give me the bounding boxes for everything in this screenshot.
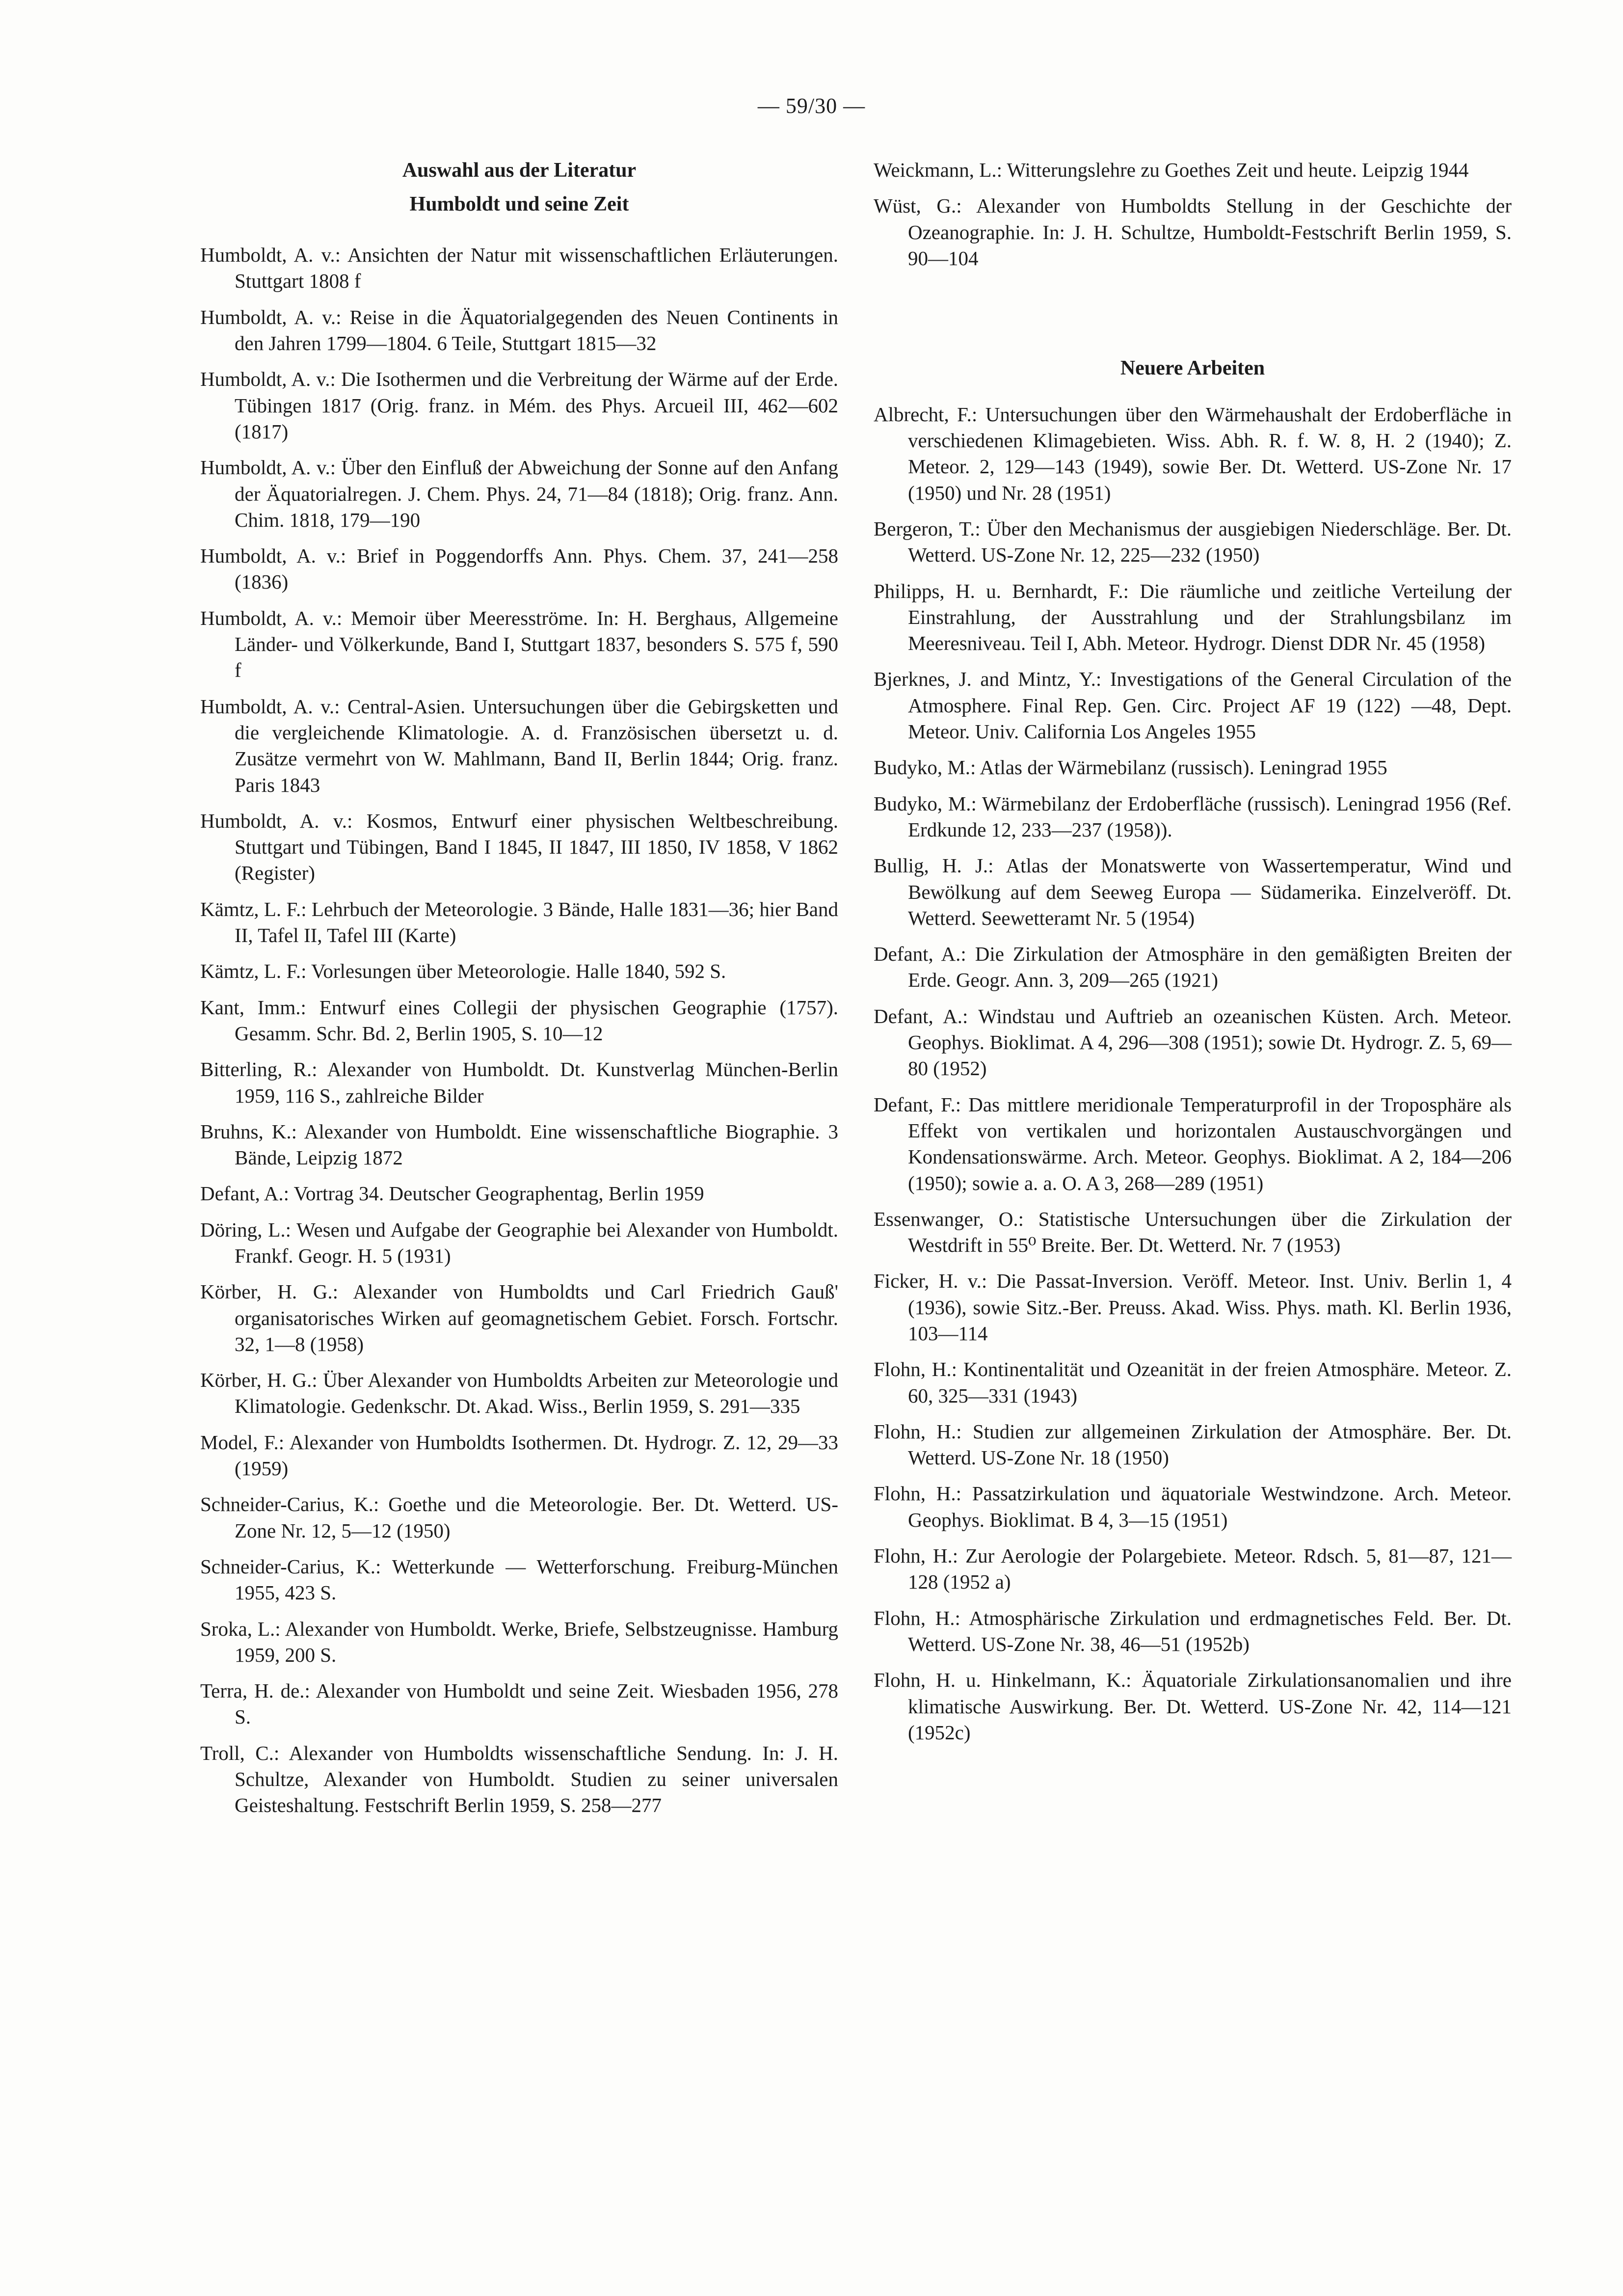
- left-column: [200, 157, 838, 1829]
- bibliography-entry: Sroka, L.: Alexander von Humboldt. Werke, Briefe, Selbstzeugnisse. Hamburg 1959, 200 S.: [200, 1617, 838, 1666]
- left-entry-list: [200, 242, 838, 1818]
- bibliography-entry: Flohn, H.: Kontinentalität und Ozeanität in der freien Atmosphäre. Meteor. Z. 60, 325—331 (1943): [874, 1358, 1512, 1407]
- bibliography-entry: Defant, A.: Die Zirkulation der Atmosphäre in den gemäßigten Breiten der Erde. Geogr. Ann. 3, 209—265 (1921): [874, 943, 1512, 992]
- bibliography-entry: Humboldt, A. v.: Central-Asien. Untersuchungen über die Gebirgsketten und die vergleichende Klimatologie. A. d. Französischen übersetzt u. d. Zusätze vermehrt von W. Mahlmann, Band II, Berlin 1844; Orig. franz. Paris 1843: [200, 695, 838, 796]
- bibliography-entry: Bergeron, T.: Über den Mechanismus der ausgiebigen Niederschläge. Ber. Dt. Wetterd. US-Zone Nr. 12, 225—232 (1950): [874, 517, 1512, 567]
- right-entry-list-top: [874, 157, 1512, 271]
- bibliography-entry: Körber, H. G.: Über Alexander von Humboldts Arbeiten zur Meteorologie und Klimatologie. Gedenkschr. Dt. Akad. Wiss., Berlin 1959, S. 291—335: [200, 1369, 838, 1418]
- bibliography-entry: Kämtz, L. F.: Vorlesungen über Meteorologie. Halle 1840, 592 S.: [200, 960, 726, 983]
- bibliography-entry: Döring, L.: Wesen und Aufgabe der Geographie bei Alexander von Humboldt. Frankf. Geogr. H. 5 (1931): [200, 1218, 838, 1267]
- page-number: — 59/30 —: [757, 94, 866, 118]
- bibliography-entry: Defant, A.: Windstau und Auftrieb an ozeanischen Küsten. Arch. Meteor. Geophys. Bioklimat. A 4, 296—308 (1951); sowie Dt. Hydrogr. Z. 5, 69—80 (1952): [874, 1004, 1512, 1080]
- bibliography-entry: Terra, H. de.: Alexander von Humboldt und seine Zeit. Wiesbaden 1956, 278 S.: [200, 1679, 838, 1729]
- bibliography-entry: Schneider-Carius, K.: Goethe und die Meteorologie. Ber. Dt. Wetterd. US-Zone Nr. 12, 5—12 (1950): [200, 1493, 838, 1542]
- bibliography-entry: Budyko, M.: Atlas der Wärmebilanz (russisch). Leningrad 1955: [874, 756, 1387, 779]
- bibliography-entry: Bjerknes, J. and Mintz, Y.: Investigations of the General Circulation of the Atmosphere. Final Rep. Gen. Circ. Project AF 19 (122) —48, Dept. Meteor. Univ. California Los Angeles 1955: [874, 668, 1512, 743]
- bibliography-heading: Auswahl aus der Literatur: [402, 159, 637, 182]
- bibliography-entry: Humboldt, A. v.: Brief in Poggendorffs Ann. Phys. Chem. 37, 241—258 (1836): [200, 544, 838, 594]
- bibliography-entry: Defant, A.: Vortrag 34. Deutscher Geographentag, Berlin 1959: [200, 1182, 704, 1205]
- bibliography-entry: Humboldt, A. v.: Kosmos, Entwurf einer physischen Weltbeschreibung. Stuttgart und Tübingen, Band I 1845, II 1847, III 1850, IV 1858, V 1862 (Register): [200, 809, 838, 885]
- bibliography-entry: Flohn, H.: Passatzirkulation und äquatoriale Westwindzone. Arch. Meteor. Geophys. Bioklimat. B 4, 3—15 (1951): [874, 1482, 1512, 1531]
- bibliography-entry: Bitterling, R.: Alexander von Humboldt. Dt. Kunstverlag München-Berlin 1959, 116 S., zahlreiche Bilder: [200, 1058, 838, 1107]
- bibliography-entry: Defant, F.: Das mittlere meridionale Temperaturprofil in der Troposphäre als Effekt von vertikalen und horizontalen Austauschvorgängen und Kondensationswärme. Arch. Meteor. Geophys. Bioklimat. A 2, 184—206 (1950); sowie a. a. O. A 3, 268—289 (1951): [874, 1093, 1512, 1194]
- bibliography-entry: Weickmann, L.: Witterungslehre zu Goethes Zeit und heute. Leipzig 1944: [874, 159, 1469, 181]
- bibliography-entry: Humboldt, A. v.: Die Isothermen und die Verbreitung der Wärme auf der Erde. Tübingen 1817 (Orig. franz. in Mém. des Phys. Arcueil III, 462—602 (1817): [200, 368, 838, 443]
- bibliography-entry: Bruhns, K.: Alexander von Humboldt. Eine wissenschaftliche Biographie. 3 Bände, Leipzig 1872: [200, 1120, 838, 1169]
- bibliography-entry: Flohn, H.: Zur Aerologie der Polargebiete. Meteor. Rdsch. 5, 81—87, 121—128 (1952 a): [874, 1544, 1512, 1594]
- bibliography-entry: Model, F.: Alexander von Humboldts Isothermen. Dt. Hydrogr. Z. 12, 29—33 (1959): [200, 1431, 838, 1480]
- bibliography-entry: Bullig, H. J.: Atlas der Monatswerte von Wassertemperatur, Wind und Bewölkung auf dem Seeweg Europa — Südamerika. Einzelveröff. Dt. Wetterd. Seewetteramt Nr. 5 (1954): [874, 854, 1512, 929]
- bibliography-entry: Humboldt, A. v.: Memoir über Meeresströme. In: H. Berghaus, Allgemeine Länder- und Völkerkunde, Band I, Stuttgart 1837, besonders S. 575 f, 590 f: [200, 606, 838, 682]
- bibliography-entry: Humboldt, A. v.: Ansichten der Natur mit wissenschaftlichen Erläuterungen. Stuttgart 1808 f: [200, 243, 838, 293]
- bibliography-entry: Troll, C.: Alexander von Humboldts wissenschaftliche Sendung. In: J. H. Schultze, Alexander von Humboldt. Studien zu seiner universalen Geisteshaltung. Festschrift Berlin 1959, S. 258—277: [200, 1741, 838, 1817]
- bibliography-entry: Humboldt, A. v.: Über den Einfluß der Abweichung der Sonne auf den Anfang der Äquatorialregen. J. Chem. Phys. 24, 71—84 (1818); Orig. franz. Ann. Chim. 1818, 179—190: [200, 456, 838, 531]
- bibliography-entry: Budyko, M.: Wärmebilanz der Erdoberfläche (russisch). Leningrad 1956 (Ref. Erdkunde 12, 233—237 (1958)).: [874, 792, 1512, 841]
- bibliography-entry: Kämtz, L. F.: Lehrbuch der Meteorologie. 3 Bände, Halle 1831—36; hier Band II, Tafel II, Tafel III (Karte): [200, 897, 838, 947]
- bibliography-entry: Körber, H. G.: Alexander von Humboldts und Carl Friedrich Gauß' organisatorisches Wirken auf geomagnetischem Gebiet. Forsch. Fortschr. 32, 1—8 (1958): [200, 1280, 838, 1355]
- bibliography-entry: Ficker, H. v.: Die Passat-Inversion. Veröff. Meteor. Inst. Univ. Berlin 1, 4 (1936), sowie Sitz.-Ber. Preuss. Akad. Wiss. Phys. math. Kl. Berlin 1936, 103—114: [874, 1270, 1512, 1345]
- bibliography-entry: Flohn, H. u. Hinkelmann, K.: Äquatoriale Zirkulationsanomalien und ihre klimatische Auswirkung. Ber. Dt. Wetterd. US-Zone Nr. 42, 114—121 (1952c): [874, 1669, 1512, 1744]
- bibliography-entry: Flohn, H.: Studien zur allgemeinen Zirkulation der Atmosphäre. Ber. Dt. Wetterd. US-Zone Nr. 18 (1950): [874, 1420, 1512, 1469]
- right-entry-list: [874, 402, 1512, 1746]
- bibliography-entry: Wüst, G.: Alexander von Humboldts Stellung in der Geschichte der Ozeanographie. In: J. H. Schultze, Humboldt-Festschrift Berlin 1959, S. 90—104: [874, 194, 1512, 270]
- section-heading-neuere-arbeiten: Neuere Arbeiten: [1120, 357, 1265, 380]
- bibliography-entry: Flohn, H.: Atmosphärische Zirkulation und erdmagnetisches Feld. Ber. Dt. Wetterd. US-Zone Nr. 38, 46—51 (1952b): [874, 1606, 1512, 1655]
- bibliography-entry: Philipps, H. u. Bernhardt, F.: Die räumliche und zeitliche Verteilung der Einstrahlung, der Ausstrahlung und der Strahlungsbilanz im Meeresniveau. Teil I, Abh. Meteor. Hydrogr. Dienst DDR Nr. 45 (1958): [874, 579, 1512, 655]
- bibliography-entry: Humboldt, A. v.: Reise in die Äquatorialgegenden des Neuen Continents in den Jahren 1799—1804. 6 Teile, Stuttgart 1815—32: [200, 305, 838, 355]
- right-column: [874, 157, 1512, 1756]
- bibliography-entry: Kant, Imm.: Entwurf eines Collegii der physischen Geographie (1757). Gesamm. Schr. Bd. 2, Berlin 1905, S. 10—12: [200, 996, 838, 1045]
- bibliography-entry: Schneider-Carius, K.: Wetterkunde — Wetterforschung. Freiburg-München 1955, 423 S.: [200, 1555, 838, 1604]
- bibliography-subheading: Humboldt und seine Zeit: [409, 192, 629, 216]
- bibliography-entry: Albrecht, F.: Untersuchungen über den Wärmehaushalt der Erdoberfläche in verschiedenen Klimagebieten. Wiss. Abh. R. f. W. 8, H. 2 (1940); Z. Meteor. 2, 129—143 (1949), sowie Ber. Dt. Wetterd. US-Zone Nr. 17 (1950) und Nr. 28 (1951): [874, 403, 1512, 504]
- bibliography-entry: Essenwanger, O.: Statistische Untersuchungen über die Zirkulation der Westdrift in 55⁰ Breite. Ber. Dt. Wetterd. Nr. 7 (1953): [874, 1207, 1512, 1257]
